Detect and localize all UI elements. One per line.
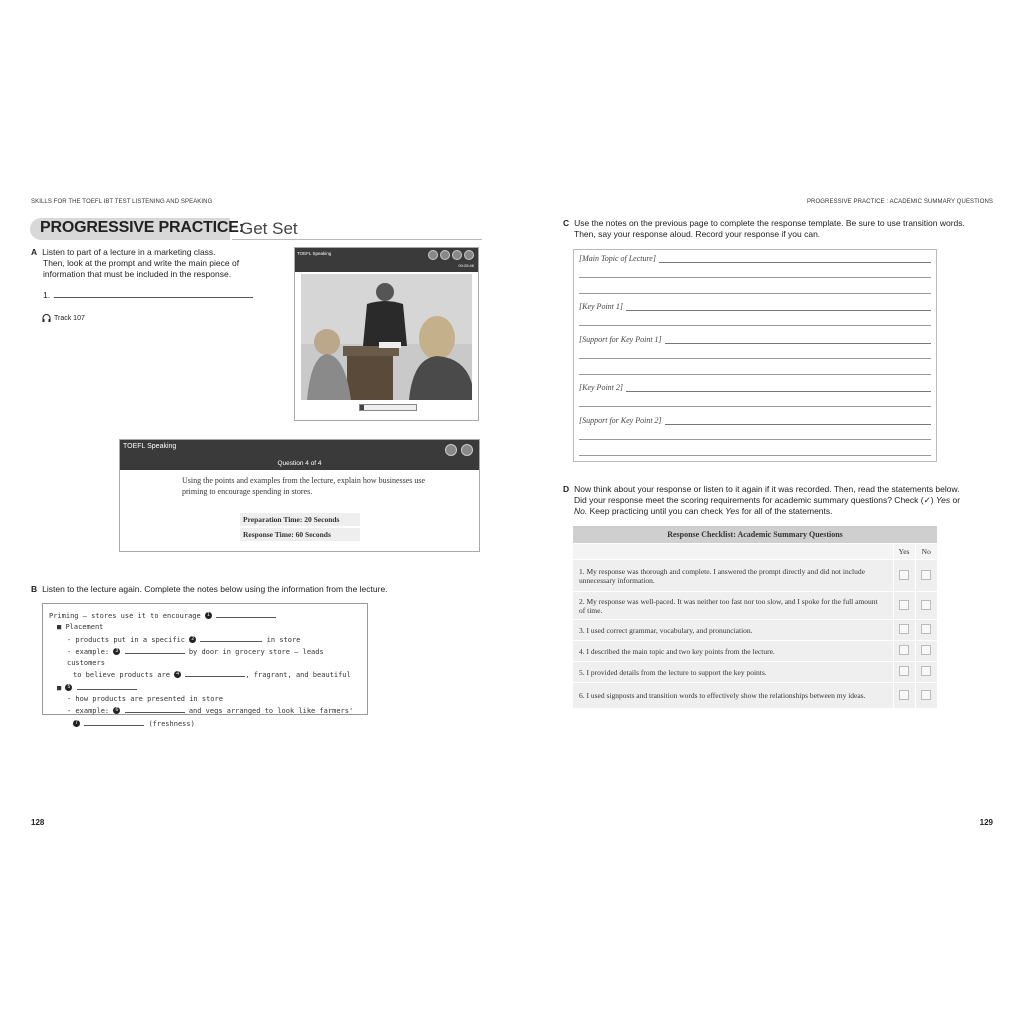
video-screen (294, 247, 479, 421)
section-b-instructions: B Listen to the lecture again. Complete the notes below using the information from the lecture. (31, 584, 388, 594)
question-counter: Question 4 of 4 (277, 460, 322, 467)
template-key-point-2[interactable]: [Key Point 2] (579, 383, 931, 392)
yes-checkbox[interactable] (899, 666, 909, 676)
section-a-instructions: A Listen to part of a lecture in a marketing class. Then, look at the prompt and write the main piece of information that must be included in the response. (31, 247, 240, 279)
ok-icon[interactable] (452, 250, 462, 260)
yes-column-header: Yes (893, 544, 915, 560)
no-checkbox[interactable] (921, 666, 931, 676)
lecture-photo (301, 274, 472, 400)
help-icon[interactable] (461, 444, 473, 456)
notes-blank-4[interactable] (185, 669, 245, 677)
template-key-point-1[interactable]: [Key Point 1] (579, 302, 931, 311)
template-main-topic[interactable]: [Main Topic of Lecture] (579, 254, 931, 263)
notes-blank-3[interactable] (125, 646, 185, 654)
no-checkbox[interactable] (921, 570, 931, 580)
help-icon[interactable] (440, 250, 450, 260)
banner-rule (232, 239, 482, 240)
checklist-row: 4. I described the main topic and two key points from the lecture. (573, 641, 937, 662)
yes-checkbox[interactable] (899, 645, 909, 655)
checklist-row: 5. I provided details from the lecture to support the key points. (573, 662, 937, 683)
headphones-icon (42, 314, 51, 322)
checklist-title: Response Checklist: Academic Summary Questions (573, 526, 937, 544)
section-c-instructions: C Use the notes on the previous page to complete the response template. Be sure to use transition words. Then, say your response aloud. Record your response if you can. (563, 218, 965, 239)
time-box: Preparation Time: 20 Seconds Response Time: 60 Seconds (240, 513, 360, 541)
video-progress-bar[interactable] (359, 404, 417, 411)
question-screen-header: TOEFL Speaking Question 4 of 4 (120, 440, 479, 470)
no-checkbox[interactable] (921, 645, 931, 655)
volume-icon[interactable] (445, 444, 457, 456)
notes-blank-7[interactable] (84, 718, 144, 726)
video-progress-fill (360, 405, 364, 410)
answer-line-1[interactable]: 1. (43, 290, 253, 301)
no-checkbox[interactable] (921, 600, 931, 610)
template-support-2[interactable]: [Support for Key Point 2] (579, 416, 931, 425)
section-a-letter: A (31, 247, 38, 257)
volume-icon[interactable] (428, 250, 438, 260)
banner-title: PROGRESSIVE PRACTICE: (40, 219, 244, 236)
yes-checkbox[interactable] (899, 690, 909, 700)
video-screen-header: TOEFL Speaking 00:25:46 (295, 248, 478, 272)
next-icon[interactable] (464, 250, 474, 260)
right-running-head: PROGRESSIVE PRACTICE : ACADEMIC SUMMARY QUESTIONS (806, 199, 993, 205)
video-timer: 00:25:46 (458, 263, 474, 268)
section-d-instructions: D Now think about your response or listen to it again if it was recorded. Then, read the statements below. Did your response meet the scoring requirements for academic summary questions? Check (✓) Yes or No. Keep practicing until you can check Yes for all of the statements. (563, 484, 961, 516)
checklist-row: 2. My response was well-paced. It was neither too fast nor too slow, and I spoke for the full amount of time. (573, 592, 937, 620)
checklist-row: 1. My response was thorough and complete. I answered the prompt directly and did not include unnecessary information. (573, 560, 937, 592)
question-screen (119, 439, 480, 552)
template-support-1[interactable]: [Support for Key Point 1] (579, 335, 931, 344)
notes-blank-1[interactable] (216, 610, 276, 618)
notes-blank-5[interactable] (77, 682, 137, 690)
yes-checkbox[interactable] (899, 570, 909, 580)
question-prompt: Using the points and examples from the lecture, explain how businesses use priming to encourage spending in stores. (182, 476, 426, 496)
left-running-head: SKILLS FOR THE TOEFL IBT TEST LISTENING AND SPEAKING (31, 199, 213, 205)
response-template-box (573, 249, 937, 462)
notes-box: Priming – stores use it to encourage 1 ■ Placement - products put in a specific 2 in store - example: 3 by door in grocery store – leads customers to believe products are 4 , fragrant, and beautiful ■ 5 - how products are presented in store - example: 6 and vegs arranged to look like farmers' 7 (freshness) (42, 603, 368, 715)
video-controls (428, 250, 474, 260)
no-column-header: No (915, 544, 937, 560)
left-page-number: 128 (31, 818, 45, 827)
checklist-row: 3. I used correct grammar, vocabulary, and pronunciation. (573, 620, 937, 641)
track-label[interactable]: Track 107 (42, 314, 85, 322)
banner-subtitle: Get Set (240, 219, 298, 238)
response-checklist (573, 526, 937, 709)
right-page-number: 129 (979, 818, 993, 827)
notes-blank-2[interactable] (200, 634, 262, 642)
yes-checkbox[interactable] (899, 624, 909, 634)
notes-blank-6[interactable] (125, 705, 185, 713)
checklist-row: 6. I used signposts and transition words to effectively show the relationships between my ideas. (573, 683, 937, 709)
no-checkbox[interactable] (921, 690, 931, 700)
no-checkbox[interactable] (921, 624, 931, 634)
yes-checkbox[interactable] (899, 600, 909, 610)
